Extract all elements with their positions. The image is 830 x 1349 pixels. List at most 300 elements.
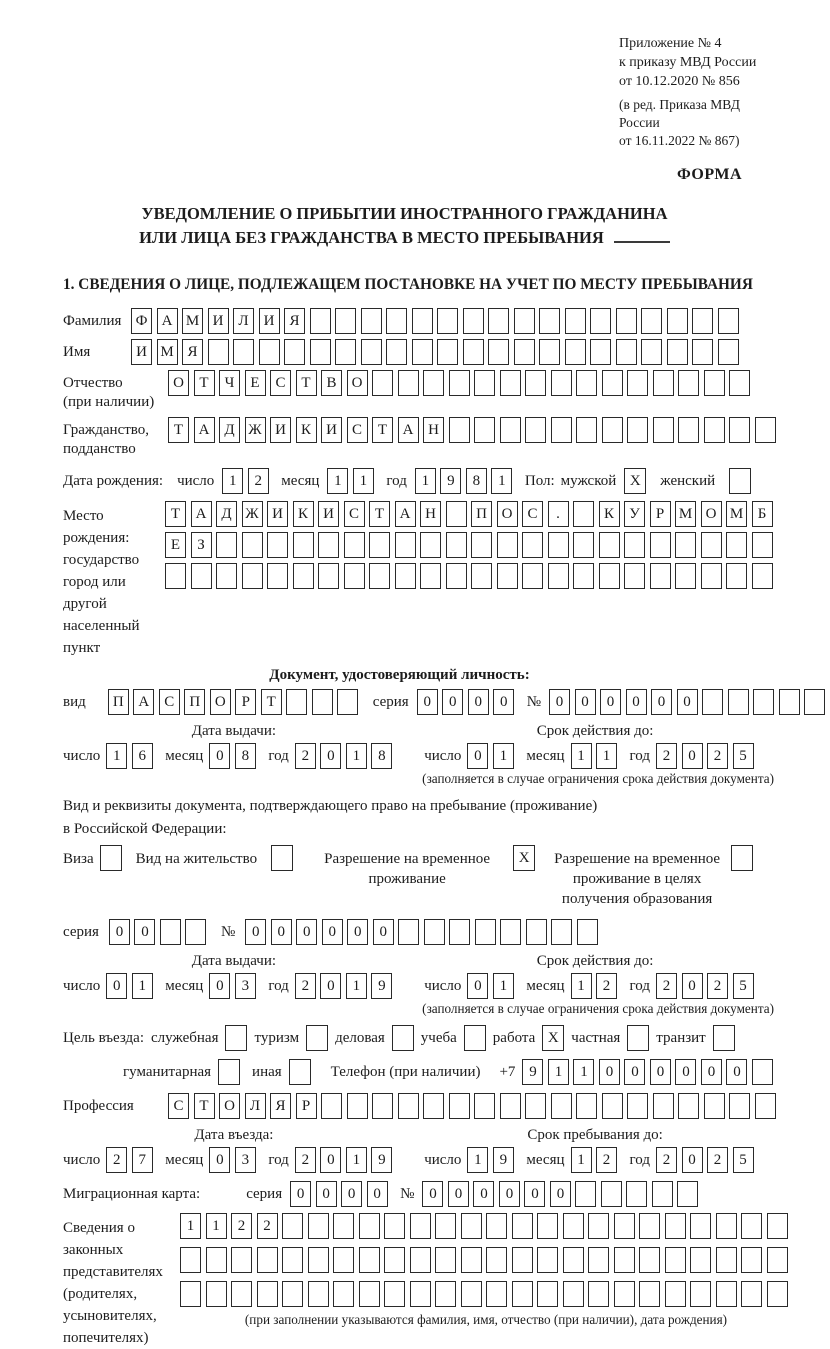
char-cell: [718, 308, 739, 334]
char-cell: [704, 370, 725, 396]
char-cell: [500, 919, 521, 945]
char-cell: А: [191, 501, 212, 527]
char-cell: [575, 1181, 596, 1207]
sex-label: Пол:: [524, 472, 555, 489]
char-cell: [308, 1247, 329, 1273]
char-cell: 0: [701, 1059, 722, 1085]
char-cell: П: [471, 501, 492, 527]
char-cell: М: [182, 308, 203, 334]
char-cell: [525, 1093, 546, 1119]
char-cell: [337, 689, 358, 715]
char-cell: [741, 1247, 762, 1273]
profession-cells: [168, 1093, 780, 1119]
char-cell: [359, 1281, 380, 1307]
char-cell: [282, 1247, 303, 1273]
char-cell: [537, 1213, 558, 1239]
char-cell: [486, 1247, 507, 1273]
char-cell: [359, 1213, 380, 1239]
phone-label: Телефон (при наличии): [330, 1063, 481, 1080]
char-cell: [563, 1281, 584, 1307]
char-cell: [729, 1093, 750, 1119]
char-cell: [216, 563, 237, 589]
char-cell: 0: [322, 919, 343, 945]
char-cell: [588, 1213, 609, 1239]
char-cell: [424, 919, 445, 945]
char-cell: [463, 339, 484, 365]
char-cell: С: [168, 1093, 189, 1119]
char-cell: Т: [261, 689, 282, 715]
char-cell: 0: [651, 689, 672, 715]
appendix-line: от 10.12.2020 № 856: [619, 74, 740, 89]
stay-until-block: Срок пребывания до: число 1 9 месяц 1 2 год 2 0 2 5: [424, 1127, 766, 1173]
char-cell: [420, 563, 441, 589]
char-cell: [437, 339, 458, 365]
entry-dates: [63, 1127, 776, 1173]
char-cell: [563, 1213, 584, 1239]
char-cell: [704, 417, 725, 443]
char-cell: [284, 339, 305, 365]
char-cell: И: [270, 417, 291, 443]
field-given-name: [63, 339, 776, 365]
char-cell: [344, 532, 365, 558]
field-patronymic: [63, 370, 776, 412]
char-cell: [359, 1247, 380, 1273]
char-cell: 0: [316, 1181, 337, 1207]
char-cell: 8: [371, 743, 392, 769]
char-cell: Ж: [245, 417, 266, 443]
char-cell: 0: [599, 1059, 620, 1085]
char-cell: 0: [473, 1181, 494, 1207]
char-cell: [522, 532, 543, 558]
char-cell: Т: [372, 417, 393, 443]
char-cell: [767, 1281, 788, 1307]
char-cell: 0: [442, 689, 463, 715]
char-cell: 2: [106, 1147, 127, 1173]
residence-permit-checkbox: [271, 845, 293, 871]
char-cell: [310, 308, 331, 334]
legal-row3: [180, 1281, 792, 1307]
char-cell: [653, 1093, 674, 1119]
char-cell: Я: [284, 308, 305, 334]
birth-place-row2: [165, 532, 777, 558]
char-cell: 1: [493, 973, 514, 999]
char-cell: 0: [320, 743, 341, 769]
char-cell: 0: [524, 1181, 545, 1207]
birth-day-cells: [222, 468, 273, 494]
field-citizenship: [63, 417, 776, 459]
char-cell: [716, 1213, 737, 1239]
char-cell: 0: [575, 689, 596, 715]
char-cell: [639, 1247, 660, 1273]
char-cell: [627, 1093, 648, 1119]
char-cell: [726, 532, 747, 558]
char-cell: [386, 308, 407, 334]
char-cell: [384, 1213, 405, 1239]
field-legal-representatives: [63, 1213, 776, 1349]
char-cell: [474, 370, 495, 396]
char-cell: [293, 563, 314, 589]
birth-place-label: Место рождения: государство город или другой населенный пункт: [63, 508, 140, 656]
surname-label: Фамилия: [63, 313, 122, 329]
char-cell: 6: [132, 743, 153, 769]
char-cell: О: [168, 370, 189, 396]
blank-underline: [614, 229, 670, 243]
char-cell: [741, 1281, 762, 1307]
surname-cells: [131, 308, 743, 334]
char-cell: 3: [235, 1147, 256, 1173]
char-cell: [573, 501, 594, 527]
char-cell: [539, 339, 560, 365]
valid-day-cells: [467, 743, 518, 769]
char-cell: [185, 919, 206, 945]
char-cell: [449, 370, 470, 396]
char-cell: [767, 1247, 788, 1273]
char-cell: П: [108, 689, 129, 715]
female-label: женский: [660, 472, 716, 489]
char-cell: [551, 919, 572, 945]
char-cell: [308, 1281, 329, 1307]
option-temp-residence-education: Разрешение на временное проживание в целях получения образования: [551, 845, 753, 909]
char-cell: [398, 1093, 419, 1119]
char-cell: Т: [194, 370, 215, 396]
permit-number-cells: [245, 919, 602, 945]
char-cell: 2: [707, 1147, 728, 1173]
char-cell: [650, 563, 671, 589]
char-cell: 0: [422, 1181, 443, 1207]
patronymic-cells: [168, 370, 755, 396]
char-cell: К: [293, 501, 314, 527]
char-cell: 0: [209, 973, 230, 999]
char-cell: [463, 308, 484, 334]
char-cell: [576, 1093, 597, 1119]
char-cell: [449, 919, 470, 945]
char-cell: 0: [682, 1147, 703, 1173]
char-cell: 0: [134, 919, 155, 945]
char-cell: [410, 1247, 431, 1273]
field-migration-card: [63, 1181, 776, 1207]
char-cell: [514, 339, 535, 365]
char-cell: [267, 532, 288, 558]
char-cell: Б: [752, 501, 773, 527]
char-cell: [461, 1213, 482, 1239]
char-cell: [242, 563, 263, 589]
char-cell: [616, 308, 637, 334]
permit-valid-day-cells: [467, 973, 518, 999]
char-cell: [653, 417, 674, 443]
field-residence-doc-number: [63, 919, 776, 945]
char-cell: О: [701, 501, 722, 527]
char-cell: [420, 532, 441, 558]
char-cell: 9: [522, 1059, 543, 1085]
char-cell: 1: [571, 743, 592, 769]
temp-residence-checkbox: X: [513, 845, 535, 871]
char-cell: [437, 308, 458, 334]
char-cell: [435, 1247, 456, 1273]
char-cell: [398, 370, 419, 396]
char-cell: С: [159, 689, 180, 715]
char-cell: 0: [626, 689, 647, 715]
char-cell: [641, 308, 662, 334]
char-cell: [318, 563, 339, 589]
char-cell: З: [191, 532, 212, 558]
char-cell: [488, 339, 509, 365]
char-cell: [653, 370, 674, 396]
form-title: [63, 202, 746, 250]
char-cell: [752, 563, 773, 589]
char-cell: Е: [245, 370, 266, 396]
char-cell: [318, 532, 339, 558]
char-cell: 0: [209, 1147, 230, 1173]
char-cell: И: [259, 308, 280, 334]
char-cell: 1: [493, 743, 514, 769]
char-cell: 7: [132, 1147, 153, 1173]
title-line-1: УВЕДОМЛЕНИЕ О ПРИБЫТИИ ИНОСТРАННОГО ГРАЖДАНИНА: [141, 204, 668, 223]
char-cell: [347, 1093, 368, 1119]
char-cell: [551, 1093, 572, 1119]
given-name-label: Имя: [63, 344, 91, 360]
char-cell: С: [344, 501, 365, 527]
char-cell: [726, 563, 747, 589]
char-cell: [627, 417, 648, 443]
char-cell: Р: [650, 501, 671, 527]
appendix-line: к приказу МВД России: [619, 55, 757, 70]
char-cell: [446, 563, 467, 589]
legal-row1: [180, 1213, 792, 1239]
char-cell: [729, 417, 750, 443]
char-cell: С: [270, 370, 291, 396]
char-cell: [461, 1281, 482, 1307]
title-line-2: ИЛИ ЛИЦА БЕЗ ГРАЖДАНСТВА В МЕСТО ПРЕБЫВАНИЯ: [63, 226, 746, 250]
char-cell: [702, 689, 723, 715]
char-cell: [704, 1093, 725, 1119]
char-cell: [512, 1247, 533, 1273]
char-cell: [665, 1247, 686, 1273]
valid-date-group: число 0 1 месяц 1 1 год 2 0 2 5: [424, 743, 766, 769]
char-cell: [741, 1213, 762, 1239]
doc-kind-cells: [108, 689, 363, 715]
char-cell: 0: [367, 1181, 388, 1207]
char-cell: И: [267, 501, 288, 527]
char-cell: [410, 1281, 431, 1307]
char-cell: 0: [499, 1181, 520, 1207]
char-cell: [525, 370, 546, 396]
char-cell: 0: [347, 919, 368, 945]
char-cell: 8: [466, 468, 487, 494]
phone-prefix: +7: [499, 1063, 516, 1080]
char-cell: 1: [180, 1213, 201, 1239]
permit-issue-month-cells: [209, 973, 260, 999]
legal-representatives-cells: [180, 1213, 792, 1328]
char-cell: 9: [493, 1147, 514, 1173]
char-cell: [231, 1247, 252, 1273]
doc-number-label: №: [526, 693, 541, 710]
visit-purpose-row1: Цель въезда: служебная туризм деловая учеба работа X частная транзит: [63, 1025, 776, 1051]
char-cell: [678, 417, 699, 443]
char-cell: [753, 689, 774, 715]
issue-date-heading: Дата выдачи:: [191, 723, 277, 739]
char-cell: [729, 370, 750, 396]
char-cell: [321, 1093, 342, 1119]
char-cell: [312, 689, 333, 715]
char-cell: 0: [296, 919, 317, 945]
char-cell: [310, 339, 331, 365]
field-identity-doc: [63, 689, 776, 715]
char-cell: 2: [295, 743, 316, 769]
char-cell: Е: [165, 532, 186, 558]
citizenship-cells: [168, 417, 780, 443]
stay-day-cells: [467, 1147, 518, 1173]
char-cell: [216, 532, 237, 558]
char-cell: А: [398, 417, 419, 443]
char-cell: [601, 1181, 622, 1207]
char-cell: 2: [295, 1147, 316, 1173]
char-cell: [701, 563, 722, 589]
birth-month-cells: [327, 468, 378, 494]
field-surname: [63, 308, 776, 334]
char-cell: [257, 1281, 278, 1307]
purpose-other-checkbox: [289, 1059, 311, 1085]
char-cell: [282, 1213, 303, 1239]
char-cell: [471, 563, 492, 589]
char-cell: [333, 1281, 354, 1307]
char-cell: [690, 1213, 711, 1239]
char-cell: [369, 532, 390, 558]
char-cell: [752, 532, 773, 558]
char-cell: [208, 339, 229, 365]
char-cell: [525, 417, 546, 443]
char-cell: Я: [270, 1093, 291, 1119]
char-cell: 0: [550, 1181, 571, 1207]
char-cell: М: [675, 501, 696, 527]
char-cell: 1: [206, 1213, 227, 1239]
purpose-private-checkbox: [627, 1025, 649, 1051]
char-cell: [627, 370, 648, 396]
char-cell: [180, 1247, 201, 1273]
section1-heading: 1. СВЕДЕНИЯ О ЛИЦЕ, ПОДЛЕЖАЩЕМ ПОСТАНОВКЕ НА УЧЕТ ПО МЕСТУ ПРЕБЫВАНИЯ: [63, 276, 753, 293]
char-cell: 2: [656, 743, 677, 769]
char-cell: 9: [440, 468, 461, 494]
char-cell: [551, 370, 572, 396]
char-cell: 1: [132, 973, 153, 999]
char-cell: [412, 308, 433, 334]
purpose-label: Цель въезда:: [63, 1029, 144, 1046]
char-cell: Ч: [219, 370, 240, 396]
permit-valid-year-cells: [656, 973, 758, 999]
char-cell: 0: [271, 919, 292, 945]
char-cell: Т: [369, 501, 390, 527]
char-cell: [412, 339, 433, 365]
char-cell: [639, 1213, 660, 1239]
char-cell: [537, 1247, 558, 1273]
residence-doc-options: [63, 845, 776, 909]
char-cell: [718, 339, 739, 365]
citizenship-label: Гражданство, подданство: [63, 422, 150, 457]
char-cell: [435, 1213, 456, 1239]
permit-issue-day-cells: [106, 973, 157, 999]
char-cell: [333, 1247, 354, 1273]
birth-place-row1: [165, 501, 777, 527]
char-cell: 0: [650, 1059, 671, 1085]
entry-date-block: Дата въезда: число 2 7 месяц 0 3 год 2 0 1 9: [63, 1127, 405, 1173]
revision-line: (в ред. Приказа МВД России: [619, 97, 740, 130]
char-cell: [565, 339, 586, 365]
purpose-tourism-checkbox: [306, 1025, 328, 1051]
char-cell: [475, 919, 496, 945]
char-cell: О: [497, 501, 518, 527]
profession-label: Профессия: [63, 1098, 134, 1114]
char-cell: 2: [248, 468, 269, 494]
phone-cells: [522, 1059, 777, 1085]
char-cell: 1: [571, 1147, 592, 1173]
char-cell: 1: [106, 743, 127, 769]
char-cell: [675, 563, 696, 589]
char-cell: [497, 563, 518, 589]
appendix-line: Приложение № 4: [619, 36, 722, 51]
month-label: месяц: [281, 472, 320, 489]
char-cell: [716, 1247, 737, 1273]
purpose-study-checkbox: [464, 1025, 486, 1051]
char-cell: [180, 1281, 201, 1307]
char-cell: [474, 417, 495, 443]
char-cell: [160, 919, 181, 945]
char-cell: [602, 370, 623, 396]
entry-date-group: число 2 7 месяц 0 3 год 2 0 1 9: [63, 1147, 405, 1173]
char-cell: 1: [415, 468, 436, 494]
char-cell: [614, 1213, 635, 1239]
char-cell: 2: [707, 973, 728, 999]
legal-row2: [180, 1247, 792, 1273]
char-cell: [233, 339, 254, 365]
char-cell: 0: [493, 689, 514, 715]
patronymic-label: Отчество (при наличии): [63, 375, 155, 410]
char-cell: 0: [600, 689, 621, 715]
char-cell: [573, 532, 594, 558]
identity-doc-dates: [63, 723, 776, 769]
field-profession: [63, 1093, 776, 1119]
birth-year-cells: [415, 468, 517, 494]
char-cell: 0: [468, 689, 489, 715]
char-cell: 0: [467, 973, 488, 999]
char-cell: [626, 1181, 647, 1207]
appendix-block: [619, 34, 776, 150]
char-cell: [624, 532, 645, 558]
char-cell: [590, 339, 611, 365]
char-cell: 1: [571, 973, 592, 999]
char-cell: К: [296, 417, 317, 443]
char-cell: 1: [353, 468, 374, 494]
doc-number-cells: [549, 689, 830, 715]
permit-number-label: №: [220, 923, 236, 940]
char-cell: [395, 563, 416, 589]
char-cell: 0: [549, 689, 570, 715]
char-cell: 2: [596, 973, 617, 999]
char-cell: 0: [106, 973, 127, 999]
char-cell: О: [210, 689, 231, 715]
char-cell: [779, 689, 800, 715]
char-cell: .: [548, 501, 569, 527]
entry-month-cells: [209, 1147, 260, 1173]
char-cell: Л: [233, 308, 254, 334]
char-cell: 1: [467, 1147, 488, 1173]
char-cell: О: [347, 370, 368, 396]
char-cell: [344, 563, 365, 589]
char-cell: 2: [656, 973, 677, 999]
char-cell: [395, 532, 416, 558]
char-cell: 0: [675, 1059, 696, 1085]
char-cell: [206, 1281, 227, 1307]
entry-year-cells: [295, 1147, 397, 1173]
char-cell: 1: [346, 743, 367, 769]
